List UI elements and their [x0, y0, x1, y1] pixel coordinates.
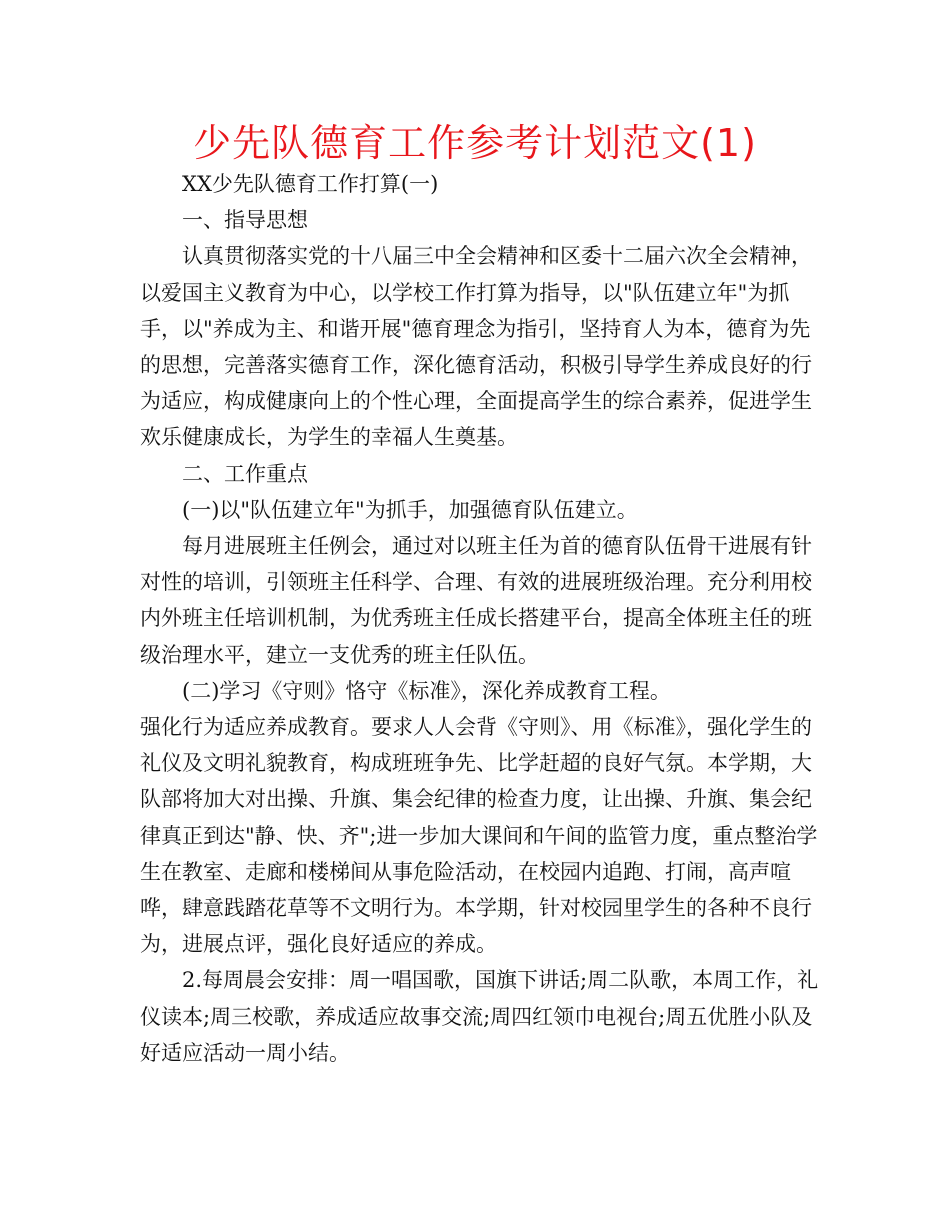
document-title: 少先队德育工作参考计划范文(1): [193, 121, 757, 165]
section-heading-guiding-thought: 一、指导思想: [182, 208, 308, 233]
section-heading-work-focus: 二、工作重点: [182, 461, 308, 486]
subheading-team-building: (一)以"队伍建立年"为抓手，加强德育队伍建立。: [182, 497, 638, 522]
paragraph-team-building: 每月进展班主任例会，通过对以班主任为首的德育队伍骨干进展有针对性的培训，引领班主任科学、合理、有效的进展班级治理。充分利用校内外班主任培训机制，为优秀班主任成长搭建平台，提高全体班主任的班级治理水平，建立一支优秀的班主任队伍。: [140, 534, 812, 667]
paragraph-morning-meeting: 2.每周晨会安排：周一唱国歌，国旗下讲话;周二队歌，本周工作，礼仪读本;周三校歌，养成适应故事交流;周四红领巾电视台;周五优胜小队及好适应活动一周小结。: [140, 968, 819, 1065]
document-body: [140, 166, 830, 1071]
subheading-habit-education: (二)学习《守则》恪守《标准》，深化养成教育工程。: [182, 678, 671, 703]
paragraph-subtitle: XX少先队德育工作打算(一): [182, 172, 439, 196]
paragraph-habit-education: 强化行为适应养成教育。要求人人会背《守则》、用《标准》，强化学生的礼仪及文明礼貌教育，构成班班争先、比学赶超的良好气氛。本学期，大队部将加大对出操、升旗、集会纪律的检查力度，让出操、升旗、集会纪律真正到达"静、快、齐";进一步加大课间和午间的监管力度，重点整治学生在教室、走廊和楼梯间从事危险活动，在校园内追跑、打闹，高声喧哗，肆意践踏花草等不文明行为。本学期，针对校园里学生的各种不良行为，进展点评，强化良好适应的养成。: [140, 715, 818, 957]
paragraph-guiding-thought: 认真贯彻落实党的十八届三中全会精神和区委十二届六次全会精神，以爱国主义教育为中心，以学校工作打算为指导，以"队伍建立年"为抓手，以"养成为主、和谐开展"德育理念为指引，坚持育人为本，德育为先的思想，完善落实德育工作，深化德育活动，积极引导学生养成良好的行为适应，构成健康向上的个性心理，全面提高学生的综合素养，促进学生欢乐健康成长，为学生的幸福人生奠基。: [140, 244, 812, 450]
